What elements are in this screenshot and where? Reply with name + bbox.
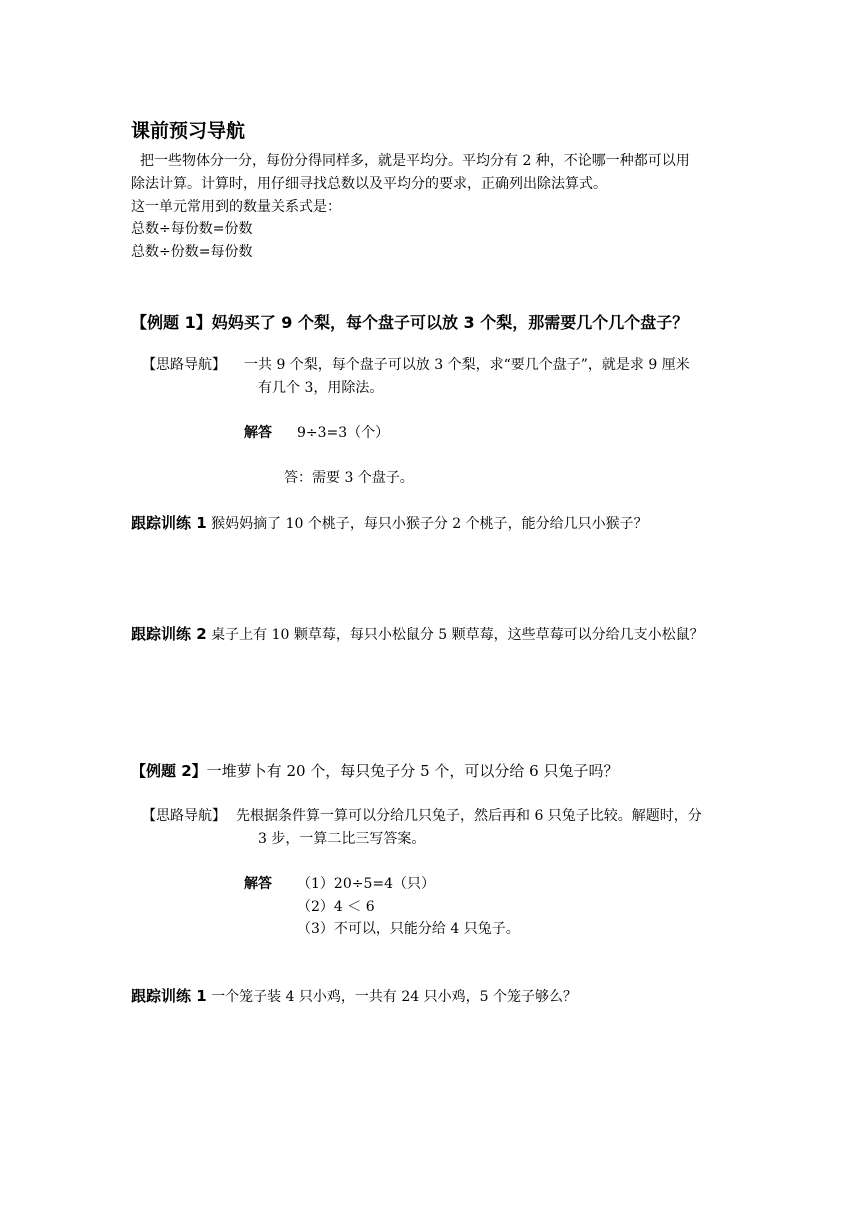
example-2-guide-label: 【思路导航】: [142, 808, 226, 824]
practice-2-label: 跟踪训练 2: [131, 625, 207, 643]
intro-paragraph-line-1: 把一些物体分一分，每份分得同样多，就是平均分。平均分有 2 种，不论哪一种都可以用: [140, 153, 690, 169]
example-1-title: 【例题 1】妈妈买了 9 个梨，每个盘子可以放 3 个梨，那需要几个几个盘子？: [131, 313, 689, 332]
formula-1: 总数÷每份数=份数: [131, 221, 253, 237]
example-2-step-1: （1）20÷5=4（只）: [297, 876, 435, 892]
practice-1-label: 跟踪训练 1: [131, 514, 207, 532]
example-2-guide-line-1: 先根据条件算一算可以分给几只兔子，然后再和 6 只兔子比较。解题时，分: [236, 808, 702, 824]
practice-3-text: 一个笼子装 4 只小鸡，一共有 24 只小鸡，5 个笼子够么？: [206, 989, 578, 1005]
example-2-answer-label: 解答: [244, 876, 272, 892]
formula-2: 总数÷份数=每份数: [131, 244, 253, 260]
example-1-answer-label: 解答: [244, 425, 272, 441]
practice-3: [131, 985, 577, 1006]
example-1-answer-text: 答：需要 3 个盘子。: [284, 470, 414, 486]
practice-2-text: 桌子上有 10 颗草莓，每只小松鼠分 5 颗草莓，这些草莓可以分给几支小松鼠？: [206, 627, 704, 643]
example-1-guide-line-2: 有几个 3，用除法。: [258, 380, 384, 396]
example-1-guide-label: 【思路导航】: [142, 357, 226, 373]
relation-intro: 这一单元常用到的数量关系式是：: [131, 199, 341, 215]
practice-1-text: 猴妈妈摘了 10 个桃子，每只小猴子分 2 个桃子，能分给几只小猴子？: [206, 516, 648, 532]
section-title: 课前预习导航: [131, 120, 246, 142]
practice-3-label: 跟踪训练 1: [131, 987, 207, 1005]
example-2-guide-line-2: 3 步，一算二比三写答案。: [258, 831, 426, 847]
example-2-label: 【例题 2】: [131, 762, 207, 780]
example-2-step-2: （2）4 ＜ 6: [297, 899, 375, 915]
example-2-text: 一堆萝卜有 20 个，每只兔子分 5 个，可以分给 6 只兔子吗？: [206, 762, 619, 780]
example-2-title: [131, 760, 618, 781]
example-1-guide-line-1: 一共 9 个梨，每个盘子可以放 3 个梨，求“要几个盘子”，就是求 9 厘米: [244, 357, 690, 373]
practice-2: [131, 623, 704, 644]
practice-1: [131, 512, 648, 533]
intro-paragraph-line-2: 除法计算。计算时，用仔细寻找总数以及平均分的要求，正确列出除法算式。: [131, 176, 607, 192]
example-2-step-3: （3）不可以，只能分给 4 只兔子。: [297, 921, 520, 937]
example-1-answer-expression: 9÷3=3（个）: [297, 425, 390, 441]
